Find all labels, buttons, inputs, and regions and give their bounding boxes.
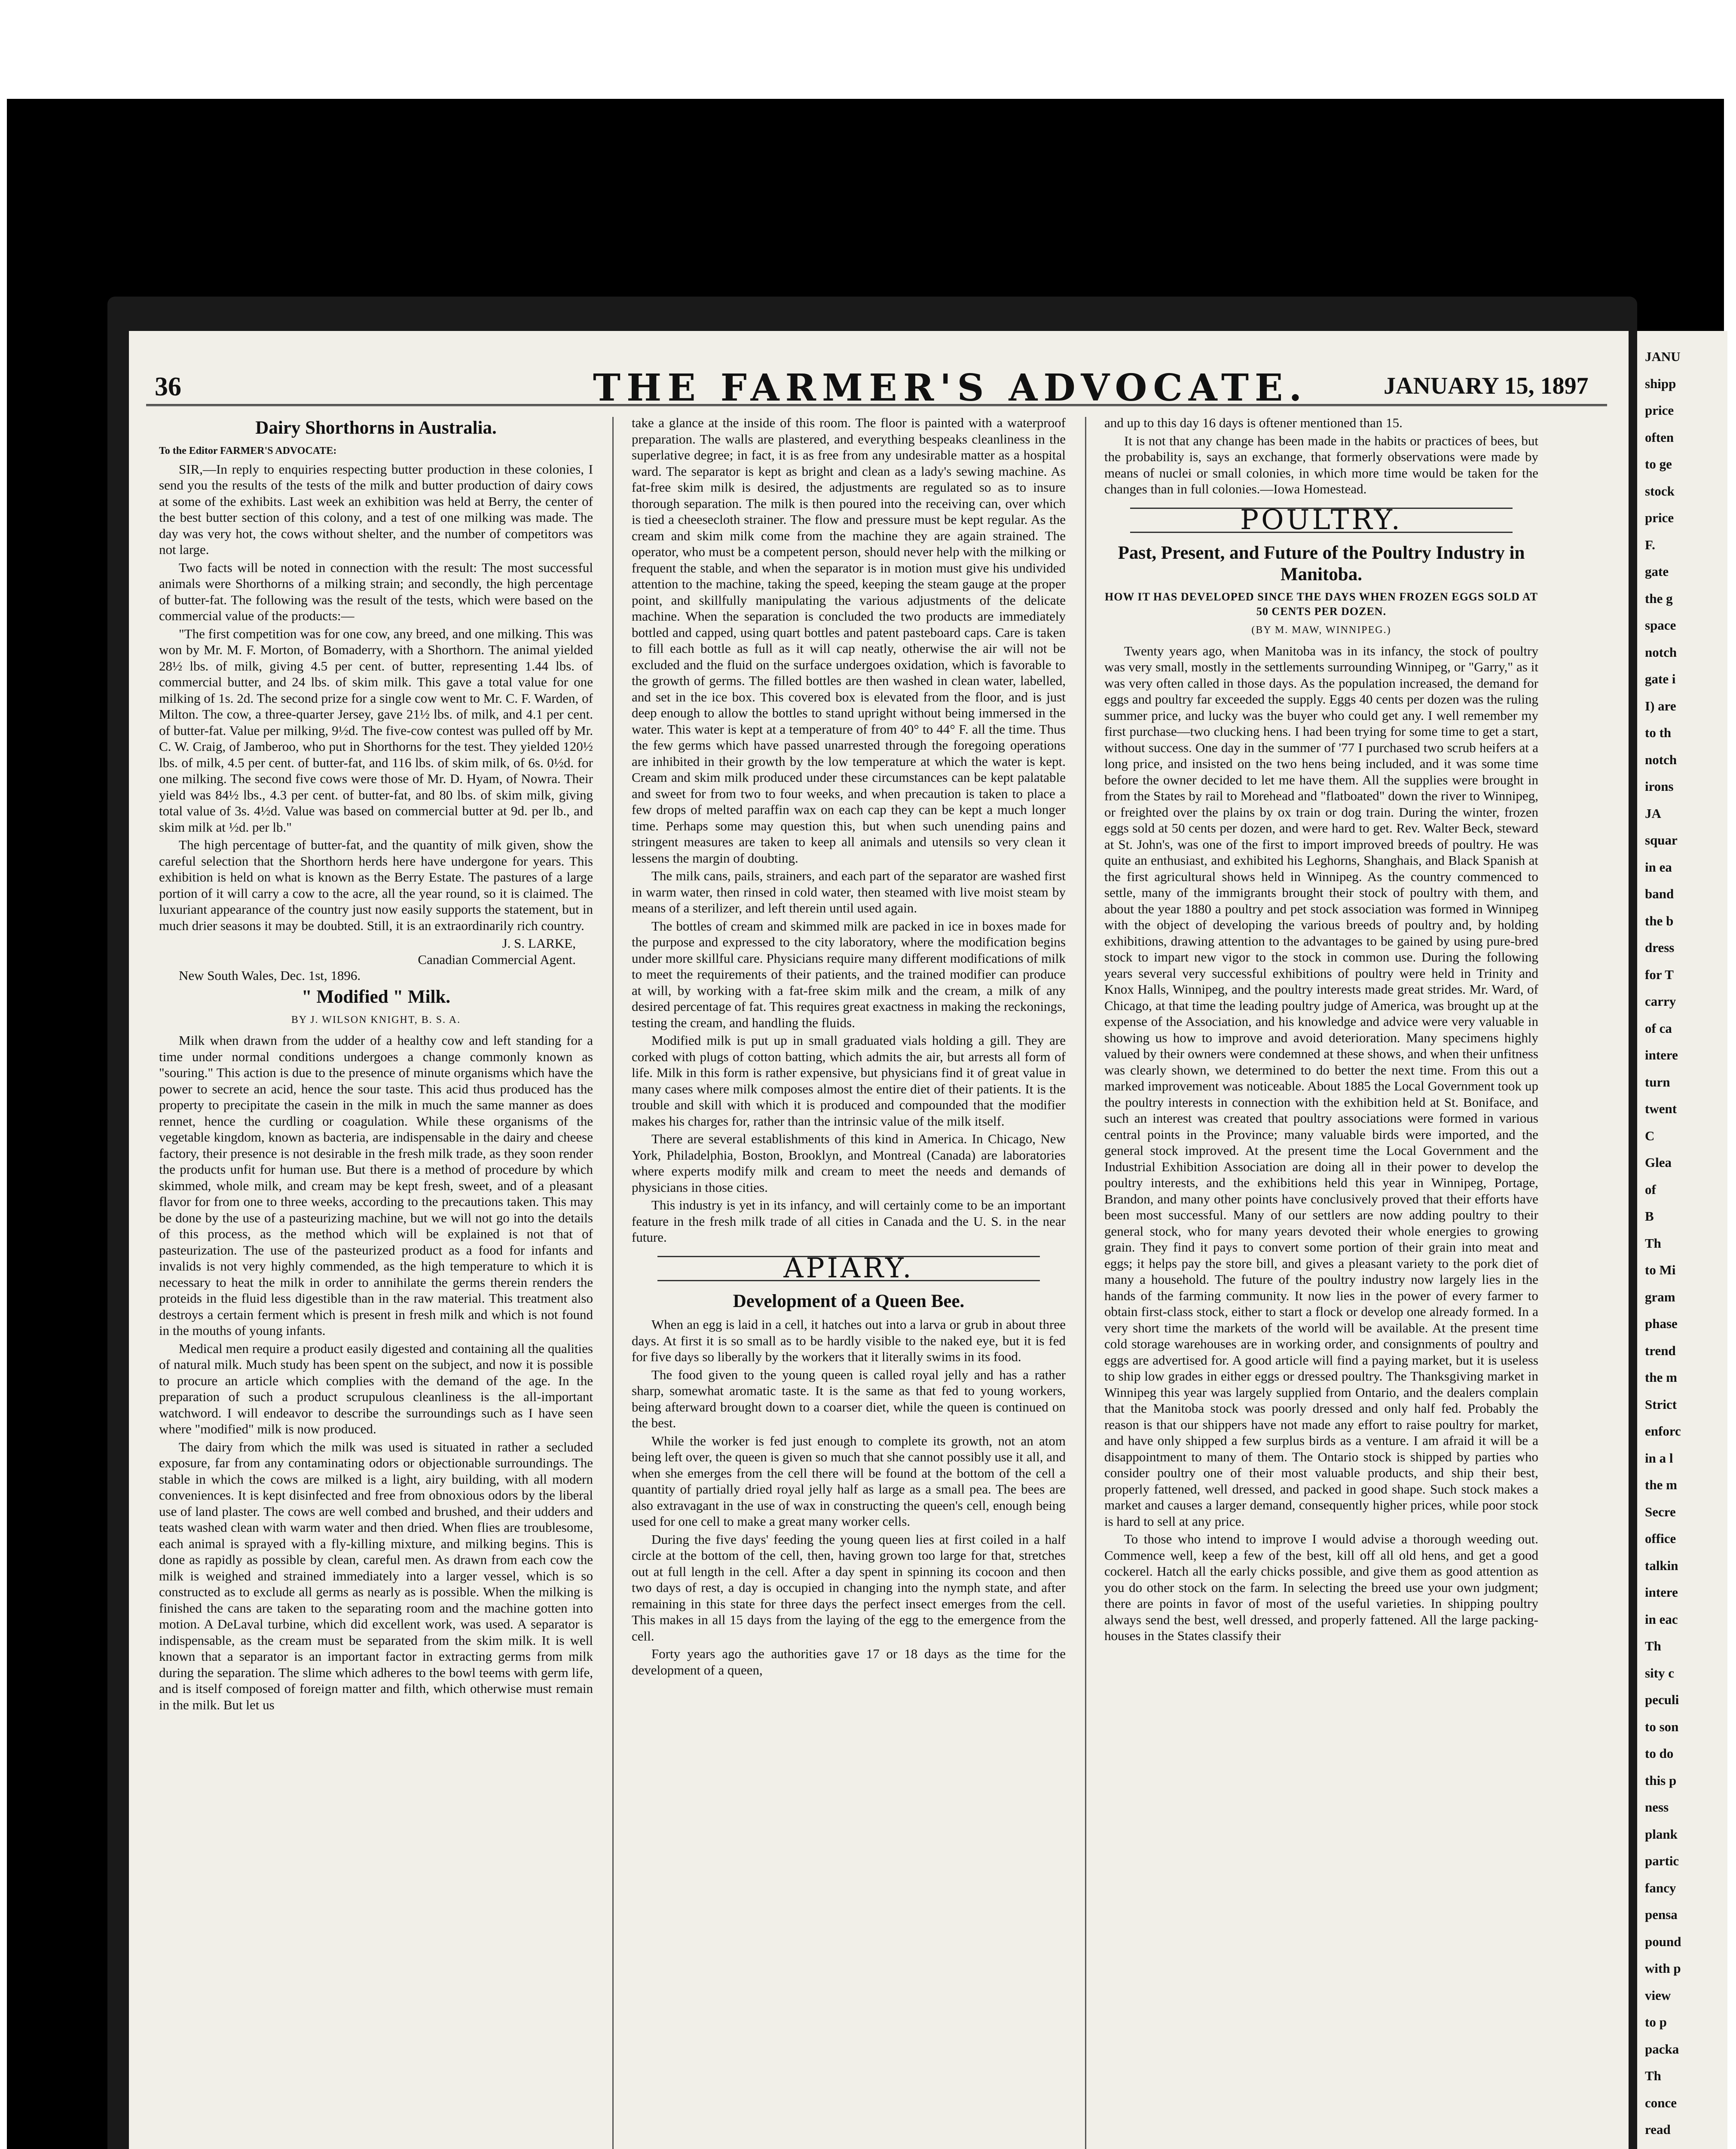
adjacent-page-fragment: to Mi: [1645, 1262, 1676, 1277]
article-paragraph: It is not that any change has been made in the habits or practices of bees, but the probability is, says an exchange, that formerly observations were made by means of nuclei or small colonies, in which more time would be taken for the changes than in full colonies.—Iowa Homestead.: [1104, 433, 1538, 496]
adjacent-page-fragment: intere: [1645, 1047, 1678, 1062]
adjacent-page-fragment: squar: [1645, 833, 1678, 848]
adjacent-page-fragment: packa: [1645, 2041, 1679, 2057]
adjacent-page-fragment: ness: [1645, 1800, 1669, 1815]
adjacent-page-fragment: of: [1645, 1182, 1656, 1197]
adjacent-page-fragment: intere: [1645, 1585, 1678, 1600]
adjacent-page-fragment: talkin: [1645, 1558, 1678, 1573]
adjacent-page-fragment: phase: [1645, 1316, 1678, 1331]
adjacent-page-fragment: twent: [1645, 1101, 1677, 1116]
article-paragraph: Medical men require a product easily digested and containing all the qualities of natural milk. Much study has been spent on the subject, and now it is possible to procure an article which complies with the demand of the age. In the preparation of such a product scrupulous cleanliness is the all-important watchword. I will endeavor to describe the surroundings such as I have seen where "modified" milk is now produced.: [159, 1341, 593, 1436]
page-number: 36: [155, 372, 181, 401]
adjacent-page-fragment: of ca: [1645, 1020, 1672, 1036]
adjacent-page-fragment: gate i: [1645, 671, 1676, 686]
article-headline: Dairy Shorthorns in Australia.: [255, 418, 497, 438]
adjacent-page-fragment: read: [1645, 2122, 1671, 2137]
column-divider: [612, 417, 614, 2149]
dateline: New South Wales, Dec. 1st, 1896.: [179, 968, 361, 983]
adjacent-page-edge: [1637, 331, 1727, 2149]
adjacent-page-fragment: to p: [1645, 2014, 1667, 2030]
column-2: [632, 415, 1066, 2149]
adjacent-page-fragment: trend: [1645, 1343, 1676, 1358]
byline: BY J. WILSON KNIGHT, B. S. A.: [291, 1014, 461, 1026]
byline: (BY M. MAW, WINNIPEG.): [1251, 624, 1391, 636]
column-divider: [1085, 417, 1086, 2149]
adjacent-page-fragment: gate: [1645, 564, 1669, 579]
article-paragraph: The milk cans, pails, strainers, and each part of the separator are washed first in warm water, then rinsed in cold water, then steamed with live moist steam by means of a sterilizer, and left therein until used again.: [632, 868, 1066, 915]
adjacent-page-fragment: B: [1645, 1209, 1654, 1224]
adjacent-page-fragment: pensa: [1645, 1907, 1678, 1922]
adjacent-page-fragment: with p: [1645, 1961, 1681, 1976]
adjacent-page-fragment: C: [1645, 1128, 1655, 1143]
article-paragraph: Twenty years ago, when Manitoba was in its infancy, the stock of poultry was very small, mostly in the settlements surrounding Winnipeg, or "Garry," as it was very often called in those days. As the population increased, the demand for eggs and poultry far exceeded the supply. Eggs 40 cents per dozen was the ruling summer price, and lucky was the buyer who could get any. I well remember my first purchase—two clucking hens. I had been trying for some time to get a start, without success. One day in the summer of '77 I purchased two scrub heifers at a long price, and insisted on the two hens being included, and it was some time before the owner decided to let me have them. All the supplies were brought in from the States by rail to Morehead and "flatboated" down the river to Winnipeg, or freighted over the plains by ox train or dog train. During the winter, frozen eggs sold at 50 cents per dozen, and were hard to get. Rev. Walter Beck, steward at St. John's, was one of the first to import improved breeds of poultry. He was quite an enthusiast, and exhibited his Leghorns, Shanghais, and Black Spanish at the first agricultural shows held in Winnipeg. As the country commenced to settle, many of the immigrants brought their stock of poultry with them, and about the year 1880 a poultry and pet stock association was formed in Winnipeg with the object of developing the various breeds of poultry and, by holding exhibitions, drawing attention to the advantages to be gained by using pure-bred stock to impart new vigor to the stock in common use. During the following years several very successful exhibitions of poultry were held in Trinity and Knox Halls, Winnipeg, and the poultry interests made great strides. Mr. Ward, of Chicago, at that time the leading poultry judge of America, was brought up at the expense of the Association, and his knowledge and advice were very valuable in showing us how to improve and avoid deterioration. Many specimens highly valued by their owners were condemned at these shows, and when their unfitness was clearly shown, we determined to do better the next time. From this out a marked improvement was noticeable. About 1885 the Local Government took up the poultry interests in connection with the exhibition held at St. Boniface, and such an interest was created that poultry associations were formed in various central points in the Province; many valuable birds were imported, and the general stock improved. At the present time the Local Government and the Industrial Exhibition Association are doing all in their power to develop the poultry interests, and the exhibitions held this year in Winnipeg, Portage, Brandon, and many other points have conclusively proved that their efforts have been most successful. Many of our settlers are now adding poultry to their general stock, who for many years devoted their whole energies to growing grain. They find it pays to convert some portion of their grain into meat and eggs; it helps pay the store bill, and gives a pleasant variety to the pork diet of many a household. The future of the poultry industry now largely lies in the hands of the farming community. It now lies in the power of every farmer to obtain first-class stock, either to start a flock or develop one already formed. In a very short time the markets of the world will be available. At the present time cold storage warehouses are in working order, and consignments of poultry and eggs are advertised for. A good article will find a paying market, but it is useless to ship low grades in either eggs or dressed poultry. The Thanksgiving market in Winnipeg this year was largely supplied from Ontario, and the dealers complain that the Manitoba stock was poorly dressed and only half fed. Probably the reason is that our shippers have not made any effort to raise poultry for market, and have only shipped a few surplus birds as a venture. I am afraid it will be a disappointment to many of them. The Ontario stock is shipped by parties who consider poultry one of their most valuable products, and ship their best, properly fattened, well dressed, and packed in good shape. Such stock makes a market and causes a larger demand, consequently higher prices, while poor stock is hard to sell at any price.: [1104, 643, 1538, 1529]
adjacent-page-fragment: band: [1645, 886, 1674, 901]
adjacent-page-fragment: fancy: [1645, 1880, 1676, 1895]
newspaper-page: [129, 331, 1629, 2149]
adjacent-page-fragment: to son: [1645, 1719, 1679, 1734]
article-paragraph: The bottles of cream and skimmed milk are packed in ice in boxes made for the purpose and expressed to the city laboratory, where the modification begins under more skillful care. Physicians require many different modifications of milk to meet the requirements of their patients, and the trained modifier can produce at will, by working with a fat-free skim milk and the cream, a milk of any desired percentage of fat. This requires great exactness in making the reckonings, testing the cream, and handling the fluids.: [632, 918, 1066, 1030]
article-paragraph: Milk when drawn from the udder of a healthy cow and left standing for a time under normal conditions undergoes a change commonly known as "souring." This action is due to the presence of minute organisms which have the power to secrete an acid, hence the sour taste. This acid thus produced has the property to precipitate the casein in the milk in much the same manner as does rennet, hence the curdling or coagulation. While these organisms of the vegetable kingdom, known as bacteria, are indispensable in the dairy and cheese factory, their presence is not desirable in the fresh milk trade, as they soon render the products unfit for human use. But there is a method of procedure by which skimmed, whole milk, and cream may be kept fresh, sweet, and of a pleasant flavor for from one to three weeks, according to the precautions taken. This may be done by the use of a pasteurizing machine, but we will not go into the details of this process, as the method which will be explained is not that of pasteurization. The use of the pasteurized product as a food for infants and invalids is not very highly commended, as the high temperature to which it is necessary to heat the milk in order to annihilate the germs therein renders the proteids in the fluid less digestible than in the raw material. This treatment also destroys a certain ferment which is present in fresh milk and which is not found in the mouths of young infants.: [159, 1033, 593, 1338]
adjacent-page-fragment: Th: [1645, 1638, 1661, 1653]
section-heading: POULTRY.: [1130, 508, 1513, 533]
adjacent-page-fragment: I) are: [1645, 698, 1676, 713]
adjacent-page-fragment: to ge: [1645, 456, 1672, 471]
section-heading: APIARY.: [657, 1256, 1040, 1282]
adjacent-page-fragment: plank: [1645, 1826, 1678, 1842]
adjacent-page-fragment: peculi: [1645, 1692, 1679, 1707]
masthead-title: THE FARMER'S ADVOCATE.: [593, 366, 1308, 410]
adjacent-page-fragment: shipp: [1645, 376, 1676, 391]
article-paragraph: There are several establishments of this kind in America. In Chicago, New York, Philadelphia, Boston, Brooklyn, and Montreal (Canada) are laboratories where experts modify milk and cream to meet the needs and demands of physicians in those cities.: [632, 1131, 1066, 1195]
salutation: To the Editor FARMER'S ADVOCATE:: [159, 445, 337, 456]
adjacent-page-fragment: Strict: [1645, 1396, 1677, 1412]
adjacent-page-fragment: often: [1645, 429, 1674, 445]
adjacent-page-fragment: the b: [1645, 913, 1674, 928]
article-paragraph: Forty years ago the authorities gave 17 or 18 days as the time for the development of a queen,: [632, 1646, 1066, 1678]
article-paragraph: Modified milk is put up in small graduated vials holding a gill. They are corked with plugs of cotton batting, which admits the air, but arrests all form of life. Milk in this form is rather expensive, but physicians find it of great value in many cases where milk composes almost the entire diet of their patients. It is the trouble and skill with which it is produced and compounded that the modifier makes his charges for, rather than the intrinsic value of the milk itself.: [632, 1033, 1066, 1129]
column-1: [159, 415, 593, 2149]
adjacent-page-fragment: in ea: [1645, 859, 1672, 875]
adjacent-page-fragment: space: [1645, 618, 1676, 633]
article-paragraph: This industry is yet in its infancy, and will certainly come to be an important feature in the fresh milk trade of all cities in Canada and the U. S. in the near future.: [632, 1197, 1066, 1245]
article-paragraph: The high percentage of butter-fat, and the quantity of milk given, show the careful selection that the Shorthorn herds here have undergone for years. This exhibition is held on what is known as the Berry Estate. The pastures of a large portion of it will carry a cow to the acre, all the year round, so it is claimed. The luxuriant appearance of the country just now easily supports the statement, but in much drier seasons it may be doubted. Still, it is an extraordinarily rich country.: [159, 837, 593, 933]
article-paragraph: The dairy from which the milk was used is situated in rather a secluded exposure, far from any contaminating odors or objectionable surroundings. The stable in which the cows are milked is a light, airy building, with all modern conveniences. It is kept disinfected and free from obnoxious odors by the liberal use of land plaster. The cows are well combed and brushed, and their udders and teats washed clean with warm water and then dried. When flies are troublesome, each animal is sprayed with a fly-killing mixture, and milking begins. This is done as rapidly as possible by clean, careful men. As drawn from each cow the milk is weighed and strained immediately into a larger vessel, which is so constructed as to exclude all germs as nearly as is possible. When the milking is finished the cans are taken to the separating room and the machine gotten into motion. A DeLaval turbine, which did excellent work, was used. A separator is indispensable, as the cream must be separated from the skim milk. It is well known that a separator is an important factor in extracting germs from milk during the separation. The slime which adheres to the bowl teems with germ life, and is itself composed of foreign matter and filth, which otherwise must remain in the milk. But let us: [159, 1439, 593, 1712]
adjacent-page-fragment: price: [1645, 510, 1674, 525]
adjacent-page-fragment: notch: [1645, 752, 1677, 767]
adjacent-page-fragment: price: [1645, 403, 1674, 418]
adjacent-page-fragment: the m: [1645, 1370, 1677, 1385]
article-paragraph: take a glance at the inside of this room. The floor is painted with a waterproof preparation. The walls are plastered, and everything bespeaks cleanliness in the superlative degree; in fact, it is as free from any undesirable matter as a hospital ward. The separator is kept as bright and clean as a lady's sewing machine. As fat-free skim milk is desired, the adjustments are regulated so as to insure thorough separation. The milk is then poured into the receiving can, over which is tied a cheesecloth strainer. The flow and pressure must be kept regular. As the cream and skim milk come from the machine they are again strained. The operator, who must be a competent person, should never help with the milking or frequent the stable, and when the separator is in motion must give his undivided attention to the machine, taking the speed, keeping the steam gauge at the proper point, and skillfully manipulating the various adjustments of the delicate machine. When the separation is concluded the two products are immediately bottled and capped, using quart bottles and patent pasteboard caps. Care is taken to fill each bottle as full as it will cap neatly, otherwise the air will not be excluded and the fluid on the surface undergoes oxidation, which is favorable to the growth of germs. The filled bottles are then washed in clean water, labelled, and set in the ice box. This covered box is elevated from the floor, and is just deep enough to allow the bottles to stand upright without being immersed in the water. This water is kept at a temperature of from 40° to 44° F. all the time. Thus the few germs which have passed unarrested through the foregoing operations are inhibited in their growth by the low temperature at which the water is kept. Cream and skim milk produced under these circumstances can be kept palatable and sweet for from two to four weeks, and when precaution is taken to place a few drops of melted paraffin wax on each cap they can be kept a much longer time. Perhaps some may question this, but when such unending pains and stringent measures are taken to keep all animals and utensils so very clean it lessens the margin of doubting.: [632, 415, 1066, 866]
adjacent-page-fragment: gram: [1645, 1289, 1675, 1304]
article-paragraph: The food given to the young queen is called royal jelly and has a rather sharp, somewhat aromatic taste. It is the same as that fed to young workers, being afterward brought down to a coarser diet, while the queen is continued on the best.: [632, 1367, 1066, 1430]
article-paragraph: SIR,—In reply to enquiries respecting butter production in these colonies, I send you the results of the tests of the milk and butter production of dairy cows at some of the exhibits. Last week an exhibition was held at Berry, the center of the best butter section of this colony, and a test of one milking was made. The day was very hot, the cows without shelter, and the number of competitors was not large.: [159, 461, 593, 557]
adjacent-page-fragment: in a l: [1645, 1450, 1673, 1466]
adjacent-page-fragment: JANU: [1645, 349, 1681, 364]
subheadline: HOW IT HAS DEVELOPED SINCE THE DAYS WHEN FROZEN EGGS SOLD AT 50 CENTS PER DOZEN.: [1104, 591, 1538, 618]
adjacent-page-fragment: enforc: [1645, 1423, 1681, 1439]
article-paragraph: "The first competition was for one cow, any breed, and one milking. This was won by Mr. M. F. Morton, of Bomaderry, with a Shorthorn. The animal yielded 28½ lbs. of milk, giving 4.5 per cent. of butter, representing 1.44 lbs. of commercial butter, and 24 lbs. of skim milk. This gave a total value for one milking of 1s. 2d. The second prize for a single cow went to Mr. C. F. Warden, of Milton. The cow, a three-quarter Jersey, gave 21½ lbs. of milk, and 4.1 per cent. of butter-fat. Value per milking, 9½d. The five-cow contest was pulled off by Mr. C. W. Craig, of Jamberoo, who put in Shorthorns for the test. They yielded 120½ lbs. of milk, 4.5 per cent. of butter-fat, and 116 lbs. of skim milk, of 6s. 0½d. for one milking. The second five cows were those of Mr. D. Hyam, of Nowra. Their yield was 84½ lbs., 4.3 per cent. of butter-fat, and 80 lbs. of skim milk, giving total value of 3s. 4½d. Value was based on commercial butter at 9d. per lb., and skim milk at ½d. per lb.": [159, 626, 593, 835]
article-paragraph: To those who intend to improve I would advise a thorough weeding out. Commence well, keep a few of the best, kill off all old hens, and get a good cockerel. Hatch all the early chicks possible, and give them as good attention as you do other stock on the farm. In selecting the breed use your own judgment; there are points in favor of most of the useful varieties. In shipping poultry always send the best, well dressed, and properly fattened. All the large packing-houses in the States classify their: [1104, 1531, 1538, 1643]
adjacent-page-fragment: in eac: [1645, 1611, 1678, 1627]
adjacent-page-fragment: Th: [1645, 2068, 1661, 2083]
article-headline: " Modified " Milk.: [301, 986, 451, 1007]
column-3: [1104, 415, 1538, 2149]
adjacent-page-fragment: the m: [1645, 1477, 1677, 1492]
adjacent-page-fragment: partic: [1645, 1853, 1679, 1868]
scan-margin-top: [0, 0, 1736, 99]
article-headline: Past, Present, and Future of the Poultry Industry in Manitoba.: [1118, 543, 1525, 585]
signature-title: Canadian Commercial Agent.: [418, 952, 576, 967]
adjacent-page-fragment: irons: [1645, 779, 1674, 794]
adjacent-page-fragment: for T: [1645, 967, 1674, 982]
adjacent-page-fragment: notch: [1645, 644, 1677, 660]
article-headline: Development of a Queen Bee.: [733, 1291, 965, 1311]
adjacent-page-fragment: Th: [1645, 1235, 1661, 1251]
article-paragraph: When an egg is laid in a cell, it hatches out into a larva or grub in about three days. At first it is so small as to be hardly visible to the naked eye, but it is fed for five days so liberally by the workers that it literally swims in its food.: [632, 1317, 1066, 1364]
adjacent-page-fragment: F.: [1645, 537, 1655, 552]
adjacent-page-fragment: Secre: [1645, 1504, 1676, 1519]
adjacent-page-fragment: carry: [1645, 994, 1676, 1009]
adjacent-page-fragment: conce: [1645, 2095, 1677, 2110]
adjacent-page-fragment: dress: [1645, 940, 1675, 955]
article-paragraph: Two facts will be noted in connection with the result: The most successful animals were Shorthorns of a milking strain; and secondly, the high percentage of butter-fat. The following was the result of the tests, which were based on the commercial value of the products:—: [159, 560, 593, 623]
masthead-rule: [146, 404, 1607, 406]
scan-margin-left: [0, 99, 7, 2149]
adjacent-page-fragment: Glea: [1645, 1155, 1672, 1170]
issue-date: JANUARY 15, 1897: [1384, 373, 1589, 399]
adjacent-page-fragment: this p: [1645, 1772, 1677, 1788]
adjacent-page-fragment: JA: [1645, 805, 1661, 821]
article-paragraph: During the five days' feeding the young queen lies at first coiled in a half circle at the bottom of the cell, then, having grown too large for that, stretches out at full length in the cell. After a day spent in spinning its cocoon and then two days of rest, a day is occupied in changing into the nymph state, and after remaining in this state for three days the perfect insect emerges from the cell. This makes in all 15 days from the laying of the egg to the emergence from the cell.: [632, 1531, 1066, 1644]
adjacent-page-fragment: view: [1645, 1987, 1671, 2003]
signature: J. S. LARKE,: [502, 936, 576, 951]
adjacent-page-fragment: stock: [1645, 483, 1675, 499]
article-paragraph: and up to this day 16 days is oftener mentioned than 15.: [1104, 415, 1403, 430]
adjacent-page-fragment: office: [1645, 1531, 1676, 1546]
adjacent-page-fragment: to do: [1645, 1746, 1674, 1761]
adjacent-page-fragment: pound: [1645, 1934, 1681, 1949]
adjacent-page-fragment: sity c: [1645, 1665, 1675, 1681]
adjacent-page-fragment: the g: [1645, 591, 1673, 606]
article-paragraph: While the worker is fed just enough to complete its growth, not an atom being left over, the queen is given so much that she cannot possibly use it all, and when she emerges from the cell there will be found at the bottom of the cell a quantity of partially dried royal jelly half as large as a small pea. The bees are also extravagant in the use of wax in constructing the queen's cell, enough being used for one cell to make a great many worker cells.: [632, 1433, 1066, 1529]
adjacent-page-fragment: turn: [1645, 1074, 1670, 1090]
adjacent-page-fragment: to th: [1645, 725, 1672, 740]
